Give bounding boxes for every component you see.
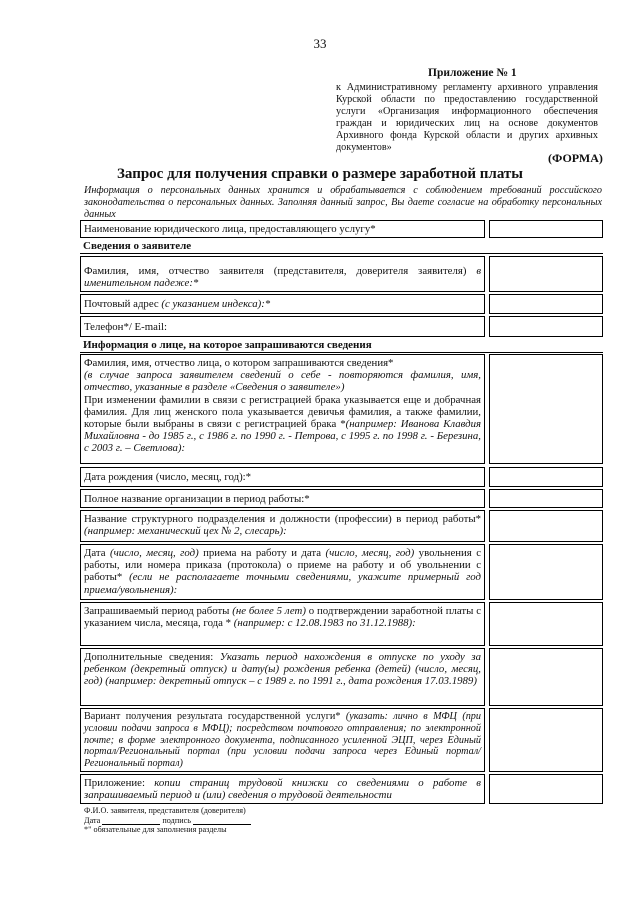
section-applicant: Сведения о заявителе	[80, 240, 603, 254]
applicant-fio-field[interactable]	[489, 256, 603, 292]
footer-sign-label: подпись	[162, 815, 191, 825]
signature-line[interactable]	[193, 816, 251, 825]
row-org-name	[80, 220, 603, 238]
privacy-note: Информация о персональных данных хранится и обрабатывается с соблюдением требований российского законодательства о персональных данных. Заполняя данный запрос, Вы даете согласие на обработку персональных данных	[84, 185, 602, 220]
appendix-title: Приложение № 1	[428, 67, 517, 79]
document-title: Запрос для получения справки о размере заработной платы	[116, 166, 524, 182]
org-full-field[interactable]	[489, 489, 603, 508]
appendix-text: к Административному регламенту архивного управления Курской области по предоставлению государственной услуги «Организация информационного обеспечения граждан и юридических лиц на основе документов Архивного фонда Курской области и других архивных документов»	[336, 82, 598, 153]
row-extra	[80, 648, 603, 706]
extra-field[interactable]	[489, 648, 603, 706]
footer-date-sign	[84, 816, 251, 826]
birth-date-field[interactable]	[489, 467, 603, 487]
dept-label: Название структурного подразделения и должности (профессии) в период работы* (например: механический цех № 2, слесарь):	[80, 510, 485, 542]
postal-field[interactable]	[489, 294, 603, 314]
org-name-field[interactable]	[489, 220, 603, 238]
row-subject-fio	[80, 354, 603, 464]
birth-date-label: Дата рождения (число, месяц, год):*	[80, 467, 485, 487]
variant-label: Вариант получения результата государственной услуги* (указать: лично в МФЦ (при условии подачи запроса в МФЦ); посредством почтового отправления; по электронной почте; в форме электронного документа, подписанного усиленной ЭЦП, через Единый портал/Региональный портал (при условии подачи запроса через Единый портал/Региональный портал)	[80, 708, 485, 772]
org-full-label: Полное название организации в период работы:*	[80, 489, 485, 508]
row-dates	[80, 544, 603, 600]
org-name-label: Наименование юридического лица, предоставляющего услугу*	[80, 220, 485, 238]
row-period	[80, 602, 603, 646]
footer-fio-line: Ф.И.О. заявителя, представителя (доверителя)	[84, 806, 246, 815]
row-org-full	[80, 489, 603, 508]
row-attach	[80, 774, 603, 804]
row-birth-date	[80, 467, 603, 487]
period-label: Запрашиваемый период работы (не более 5 лет) о подтверждении заработной платы с указанием числа, месяца, года * (например: с 12.08.1983 по 31.12.1988):	[80, 602, 485, 646]
applicant-fio-label: Фамилия, имя, отчество заявителя (представителя, доверителя заявителя) в именительном падеже:*	[80, 256, 485, 292]
footer-date-label: Дата	[84, 815, 101, 825]
attach-field[interactable]	[489, 774, 603, 804]
page-number: 33	[313, 36, 327, 51]
date-line[interactable]	[102, 816, 160, 825]
row-dept	[80, 510, 603, 542]
phone-label: Телефон*/ E-mail:	[80, 316, 485, 337]
footer-required-note: *" обязательные для заполнения разделы	[84, 825, 227, 834]
dates-label: Дата (число, месяц, год) приема на работу и дата (число, месяц, год) увольнения с работы, или номера приказа (протокола) о приеме на работу и об увольнении с работы* (если не располагаете точными сведениями, укажите примерный год приема/увольнения):	[80, 544, 485, 600]
attach-label: Приложение: копии страниц трудовой книжки со сведениями о работе в запрашиваемый период и (или) сведения о трудовой деятельности	[80, 774, 485, 804]
subject-fio-label: Фамилия, имя, отчество лица, о котором запрашиваются сведения* (в случае запроса заявителем сведений о себе - повторяются фамилия, имя, отчество, указанные в разделе «Сведения о заявителе») При изменении фамилии в связи с регистрацией брака указывается еще и добрачная фамилия. Для лиц женского пола указывается девичья фамилия, а также фамилии, которые были выбраны в связи с регистрацией брака *(например: Иванова Клавдия Михайловна - до 1985 г., с 1986 г. по 1990 г. - Петрова, с 1995 г. по 1998 г. - Березина, с 2003 г. – Светлова):	[80, 354, 485, 464]
variant-field[interactable]	[489, 708, 603, 772]
period-field[interactable]	[489, 602, 603, 646]
dates-field[interactable]	[489, 544, 603, 600]
postal-label: Почтовый адрес (с указанием индекса):*	[80, 294, 485, 314]
row-variant	[80, 708, 603, 772]
dept-field[interactable]	[489, 510, 603, 542]
footer	[84, 806, 251, 835]
extra-label: Дополнительные сведения: Указать период нахождения в отпуске по уходу за ребенком (декретный отпуск) и дату(ы) рождения ребенка (детей) (число, месяц, год) (например: декретный отпуск – с 1989 г. по 1991 г., дата рождения 17.03.1989)	[80, 648, 485, 706]
form-label: (ФОРМА)	[548, 151, 603, 165]
row-postal	[80, 294, 603, 314]
section-subject: Информация о лице, на которое запрашиваются сведения	[80, 339, 603, 353]
phone-field[interactable]	[489, 316, 603, 337]
row-applicant-fio	[80, 256, 603, 292]
subject-fio-field[interactable]	[489, 354, 603, 464]
row-phone	[80, 316, 603, 337]
